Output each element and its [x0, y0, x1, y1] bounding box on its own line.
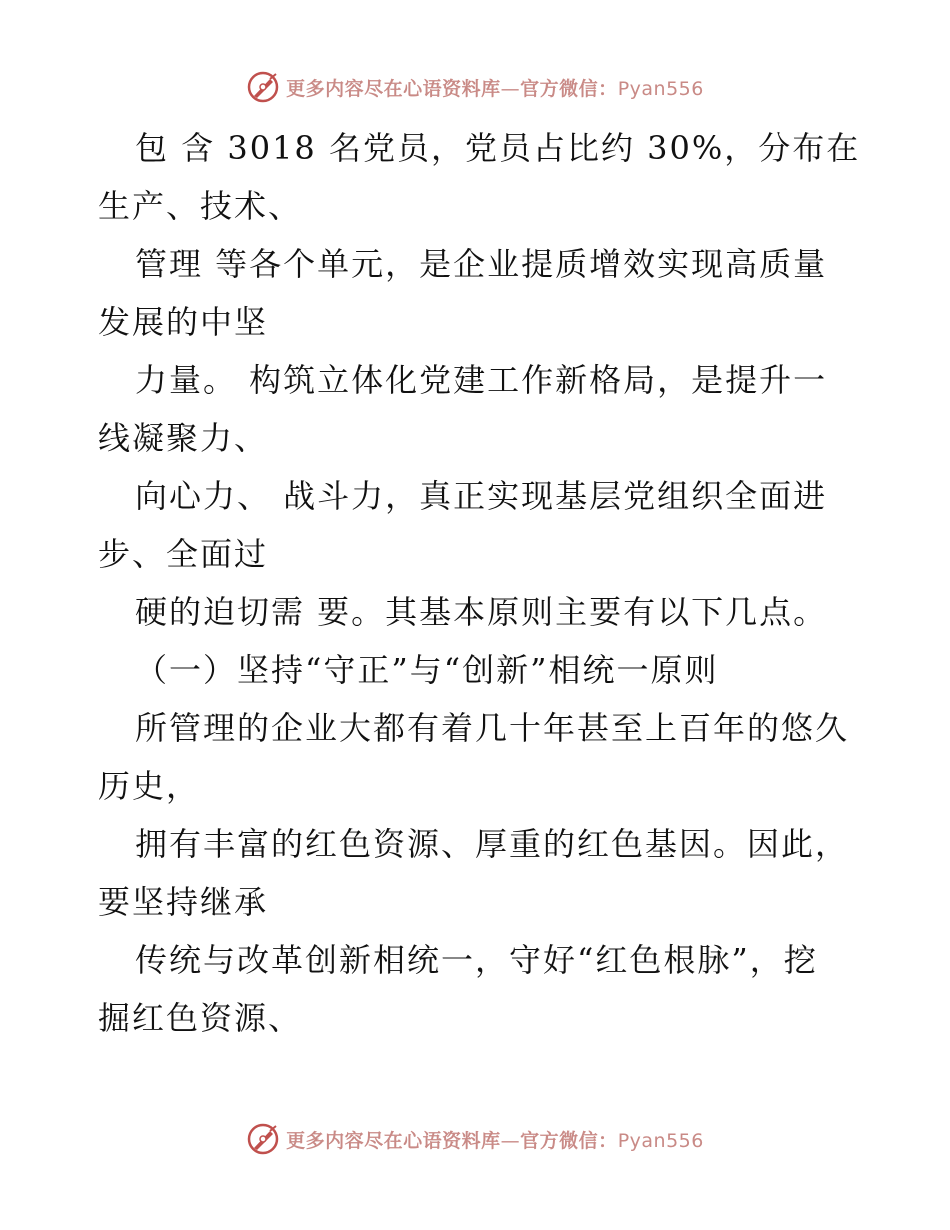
body-line: 历史， — [98, 767, 201, 805]
body-line: 线凝聚力、 — [98, 419, 269, 457]
section-heading: （一）坚持“守正”与“创新”相统一原则 — [135, 651, 719, 689]
body-line: 传统与改革创新相统一，守好“红色根脉”，挖 — [135, 941, 818, 979]
body-line: 包 含 3018 名党员，党员占比约 30%，分布在 — [135, 129, 861, 167]
body-line: 管理 等各个单元，是企业提质增效实现高质量 — [135, 245, 828, 283]
footer-watermark — [0, 1122, 950, 1156]
body-line: 发展的中坚 — [98, 303, 269, 341]
body-line: 拥有丰富的红色资源、厚重的红色基因。因此， — [135, 825, 850, 863]
watermark-text: 更多内容尽在心语资料库—官方微信：Pyan556 — [286, 77, 704, 100]
body-line: 硬的迫切需 要。其基本原则主要有以下几点。 — [135, 593, 828, 631]
body-line: 生产、技术、 — [98, 187, 303, 225]
body-line: 向心力、 战斗力，真正实现基层党组织全面进 — [135, 477, 828, 515]
header-watermark — [0, 70, 950, 104]
body-line: 所管理的企业大都有着几十年甚至上百年的悠久 — [135, 709, 850, 747]
body-line: 步、全面过 — [98, 535, 269, 573]
quill-logo-icon — [246, 1122, 280, 1156]
quill-logo-icon — [246, 70, 280, 104]
body-line: 力量。 构筑立体化党建工作新格局，是提升一 — [135, 361, 828, 399]
watermark-text: 更多内容尽在心语资料库—官方微信：Pyan556 — [286, 1129, 704, 1152]
body-line: 掘红色资源、 — [98, 999, 303, 1037]
body-line: 要坚持继承 — [98, 883, 269, 921]
